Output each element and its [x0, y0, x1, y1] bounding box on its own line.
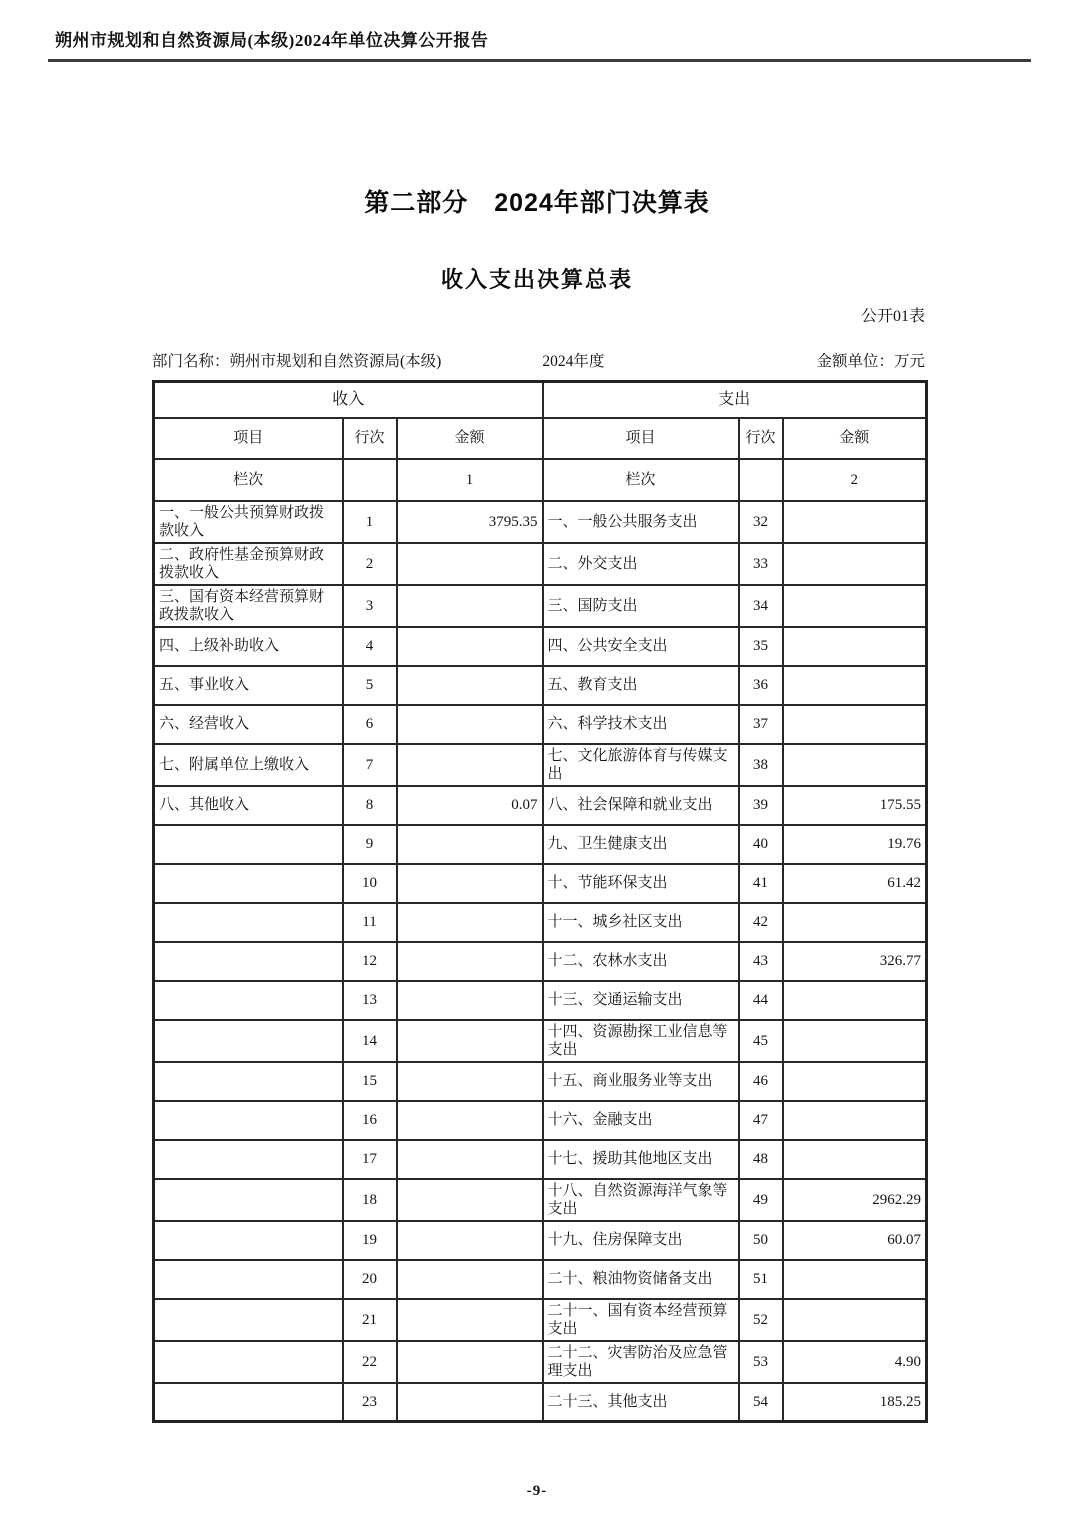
expense-amount-cell: [783, 1260, 927, 1299]
expense-amount-cell: [783, 666, 927, 705]
expense-amount-cell: [783, 627, 927, 666]
expense-item-cell: 二十二、灾害防治及应急管理支出: [543, 1341, 739, 1383]
table-row: [154, 705, 927, 744]
expense-amount-cell: 61.42: [783, 864, 927, 903]
expense-item-cell: 十二、农林水支出: [543, 942, 739, 981]
expense-line-cell: 50: [739, 1221, 783, 1260]
expense-item-cell: 二十一、国有资本经营预算支出: [543, 1299, 739, 1341]
expense-item-cell: 四、公共安全支出: [543, 627, 739, 666]
income-item-cell: [154, 864, 343, 903]
expense-amount-cell: [783, 1062, 927, 1101]
department-name: 部门名称：朔州市规划和自然资源局(本级): [152, 353, 442, 370]
income-item-cell: [154, 1179, 343, 1221]
table-row: [154, 585, 927, 627]
income-item-cell: 二、政府性基金预算财政拨款收入: [154, 543, 343, 585]
income-line-cell: 4: [343, 627, 397, 666]
income-amount-cell: [397, 864, 543, 903]
expense-amount-cell: [783, 501, 927, 543]
page-number: -9-: [526, 1483, 548, 1499]
table-row: [154, 1383, 927, 1422]
income-line-cell: 3: [343, 585, 397, 627]
income-item-cell: 一、一般公共预算财政拨款收入: [154, 501, 343, 543]
income-line-cell: 17: [343, 1140, 397, 1179]
income-amount-cell: [397, 1383, 543, 1422]
table-row: [154, 942, 927, 981]
income-lane-label: 栏次: [154, 459, 343, 501]
expense-item-cell: 八、社会保障和就业支出: [543, 786, 739, 825]
expense-amount-cell: 175.55: [783, 786, 927, 825]
expense-item-cell: 一、一般公共服务支出: [543, 501, 739, 543]
expense-line-cell: 42: [739, 903, 783, 942]
income-item-cell: [154, 1062, 343, 1101]
table-row: [154, 981, 927, 1020]
income-item-cell: 六、经营收入: [154, 705, 343, 744]
expense-amount-cell: [783, 981, 927, 1020]
expense-line-cell: 44: [739, 981, 783, 1020]
expense-item-cell: 二、外交支出: [543, 543, 739, 585]
income-amount-cell: [397, 1101, 543, 1140]
col-header-expense-item: 项目: [543, 418, 739, 459]
expense-item-cell: 二十、粮油物资储备支出: [543, 1260, 739, 1299]
income-amount-cell: [397, 744, 543, 786]
report-title: 朔州市规划和自然资源局(本级)2024年单位决算公开报告: [55, 31, 489, 50]
income-line-cell: 7: [343, 744, 397, 786]
expense-line-cell: 39: [739, 786, 783, 825]
part-title: 第二部分 2024年部门决算表: [364, 189, 710, 217]
income-item-cell: 四、上级补助收入: [154, 627, 343, 666]
income-amount-cell: [397, 981, 543, 1020]
expense-line-cell: 49: [739, 1179, 783, 1221]
expense-item-cell: 十四、资源勘探工业信息等支出: [543, 1020, 739, 1062]
expense-line-cell: 37: [739, 705, 783, 744]
income-item-cell: 八、其他收入: [154, 786, 343, 825]
income-amount-cell: [397, 1062, 543, 1101]
expense-item-cell: 十八、自然资源海洋气象等支出: [543, 1179, 739, 1221]
income-item-cell: [154, 1221, 343, 1260]
table-row: [154, 1341, 927, 1383]
col-header-expense-line: 行次: [739, 418, 783, 459]
col-header-income-amount: 金额: [397, 418, 543, 459]
table-row: [154, 1221, 927, 1260]
income-item-cell: [154, 981, 343, 1020]
table-label: 公开01表: [860, 308, 925, 325]
expense-line-cell: 45: [739, 1020, 783, 1062]
table-row: [154, 903, 927, 942]
expense-line-cell: 32: [739, 501, 783, 543]
table-body: [154, 501, 927, 1422]
expense-line-cell: 40: [739, 825, 783, 864]
income-item-cell: 五、事业收入: [154, 666, 343, 705]
expense-lane-blank: [739, 459, 783, 501]
income-line-cell: 5: [343, 666, 397, 705]
table-row: [154, 825, 927, 864]
expense-item-cell: 十五、商业服务业等支出: [543, 1062, 739, 1101]
expense-amount-cell: [783, 705, 927, 744]
table-row: [154, 1299, 927, 1341]
table-row: [154, 1062, 927, 1101]
income-amount-cell: [397, 942, 543, 981]
expense-amount-cell: [783, 543, 927, 585]
expense-line-cell: 35: [739, 627, 783, 666]
income-group-header: 收入: [154, 382, 543, 418]
expense-lane-number: 2: [783, 459, 927, 501]
expense-line-cell: 43: [739, 942, 783, 981]
income-lane-blank: [343, 459, 397, 501]
expense-lane-label: 栏次: [543, 459, 739, 501]
expense-item-cell: 十七、援助其他地区支出: [543, 1140, 739, 1179]
expense-item-cell: 九、卫生健康支出: [543, 825, 739, 864]
income-amount-cell: [397, 543, 543, 585]
column-header-row: [154, 418, 927, 459]
table-row: [154, 543, 927, 585]
expense-item-cell: 十六、金融支出: [543, 1101, 739, 1140]
expense-item-cell: 十三、交通运输支出: [543, 981, 739, 1020]
income-item-cell: [154, 1140, 343, 1179]
income-line-cell: 12: [343, 942, 397, 981]
expense-item-cell: 六、科学技术支出: [543, 705, 739, 744]
income-line-cell: 15: [343, 1062, 397, 1101]
table-row: [154, 501, 927, 543]
table-row: [154, 627, 927, 666]
income-line-cell: 21: [343, 1299, 397, 1341]
expense-item-cell: 二十三、其他支出: [543, 1383, 739, 1422]
income-amount-cell: [397, 825, 543, 864]
table-row: [154, 1140, 927, 1179]
table-row: [154, 786, 927, 825]
income-line-cell: 20: [343, 1260, 397, 1299]
table-row: [154, 1020, 927, 1062]
income-amount-cell: [397, 627, 543, 666]
income-amount-cell: [397, 585, 543, 627]
expense-amount-cell: 60.07: [783, 1221, 927, 1260]
income-line-cell: 9: [343, 825, 397, 864]
income-amount-cell: [397, 1221, 543, 1260]
table-row: [154, 1101, 927, 1140]
expense-amount-cell: [783, 744, 927, 786]
income-amount-cell: [397, 705, 543, 744]
income-line-cell: 13: [343, 981, 397, 1020]
expense-item-cell: 十九、住房保障支出: [543, 1221, 739, 1260]
income-item-cell: [154, 1383, 343, 1422]
income-line-cell: 10: [343, 864, 397, 903]
table-row: [154, 864, 927, 903]
income-item-cell: [154, 942, 343, 981]
expense-group-header: 支出: [543, 382, 927, 418]
expense-amount-cell: 2962.29: [783, 1179, 927, 1221]
amount-unit: 金额单位：万元: [816, 353, 925, 370]
expense-amount-cell: [783, 585, 927, 627]
income-amount-cell: 0.07: [397, 786, 543, 825]
income-amount-cell: [397, 1341, 543, 1383]
income-item-cell: [154, 1101, 343, 1140]
income-line-cell: 2: [343, 543, 397, 585]
expense-amount-cell: 326.77: [783, 942, 927, 981]
expense-line-cell: 34: [739, 585, 783, 627]
expense-item-cell: 三、国防支出: [543, 585, 739, 627]
table-row: [154, 1260, 927, 1299]
expense-line-cell: 47: [739, 1101, 783, 1140]
income-item-cell: 三、国有资本经营预算财政拨款收入: [154, 585, 343, 627]
expense-line-cell: 36: [739, 666, 783, 705]
group-header-row: [154, 382, 927, 418]
expense-line-cell: 46: [739, 1062, 783, 1101]
expense-amount-cell: [783, 1299, 927, 1341]
income-line-cell: 14: [343, 1020, 397, 1062]
fiscal-year: 2024年度: [542, 353, 605, 370]
expense-amount-cell: [783, 1140, 927, 1179]
col-header-expense-amount: 金额: [783, 418, 927, 459]
income-amount-cell: [397, 1140, 543, 1179]
expense-line-cell: 51: [739, 1260, 783, 1299]
table-row: [154, 666, 927, 705]
document-header: [48, 26, 1031, 62]
income-item-cell: [154, 903, 343, 942]
expense-amount-cell: 4.90: [783, 1341, 927, 1383]
table-meta: [152, 349, 925, 369]
table-title: 收入支出决算总表: [440, 267, 633, 292]
expense-amount-cell: [783, 1101, 927, 1140]
expense-line-cell: 33: [739, 543, 783, 585]
expense-item-cell: 十一、城乡社区支出: [543, 903, 739, 942]
income-line-cell: 11: [343, 903, 397, 942]
income-amount-cell: [397, 1299, 543, 1341]
expense-item-cell: 七、文化旅游体育与传媒支出: [543, 744, 739, 786]
budget-summary-table: [152, 380, 928, 1423]
income-amount-cell: 3795.35: [397, 501, 543, 543]
income-lane-number: 1: [397, 459, 543, 501]
income-line-cell: 22: [343, 1341, 397, 1383]
income-line-cell: 18: [343, 1179, 397, 1221]
income-line-cell: 8: [343, 786, 397, 825]
expense-amount-cell: [783, 903, 927, 942]
expense-amount-cell: 185.25: [783, 1383, 927, 1422]
expense-line-cell: 41: [739, 864, 783, 903]
col-header-income-item: 项目: [154, 418, 343, 459]
expense-line-cell: 54: [739, 1383, 783, 1422]
expense-amount-cell: [783, 1020, 927, 1062]
table-row: [154, 744, 927, 786]
income-line-cell: 19: [343, 1221, 397, 1260]
income-amount-cell: [397, 1020, 543, 1062]
income-item-cell: [154, 1260, 343, 1299]
lane-header-row: [154, 459, 927, 501]
expense-line-cell: 53: [739, 1341, 783, 1383]
col-header-income-line: 行次: [343, 418, 397, 459]
income-line-cell: 6: [343, 705, 397, 744]
expense-item-cell: 十、节能环保支出: [543, 864, 739, 903]
income-amount-cell: [397, 666, 543, 705]
income-item-cell: [154, 825, 343, 864]
income-item-cell: [154, 1299, 343, 1341]
expense-line-cell: 48: [739, 1140, 783, 1179]
income-amount-cell: [397, 903, 543, 942]
expense-line-cell: 52: [739, 1299, 783, 1341]
income-line-cell: 16: [343, 1101, 397, 1140]
table-row: [154, 1179, 927, 1221]
income-item-cell: [154, 1020, 343, 1062]
income-line-cell: 1: [343, 501, 397, 543]
income-line-cell: 23: [343, 1383, 397, 1422]
expense-item-cell: 五、教育支出: [543, 666, 739, 705]
expense-line-cell: 38: [739, 744, 783, 786]
income-item-cell: 七、附属单位上缴收入: [154, 744, 343, 786]
expense-amount-cell: 19.76: [783, 825, 927, 864]
income-item-cell: [154, 1341, 343, 1383]
income-amount-cell: [397, 1260, 543, 1299]
income-amount-cell: [397, 1179, 543, 1221]
